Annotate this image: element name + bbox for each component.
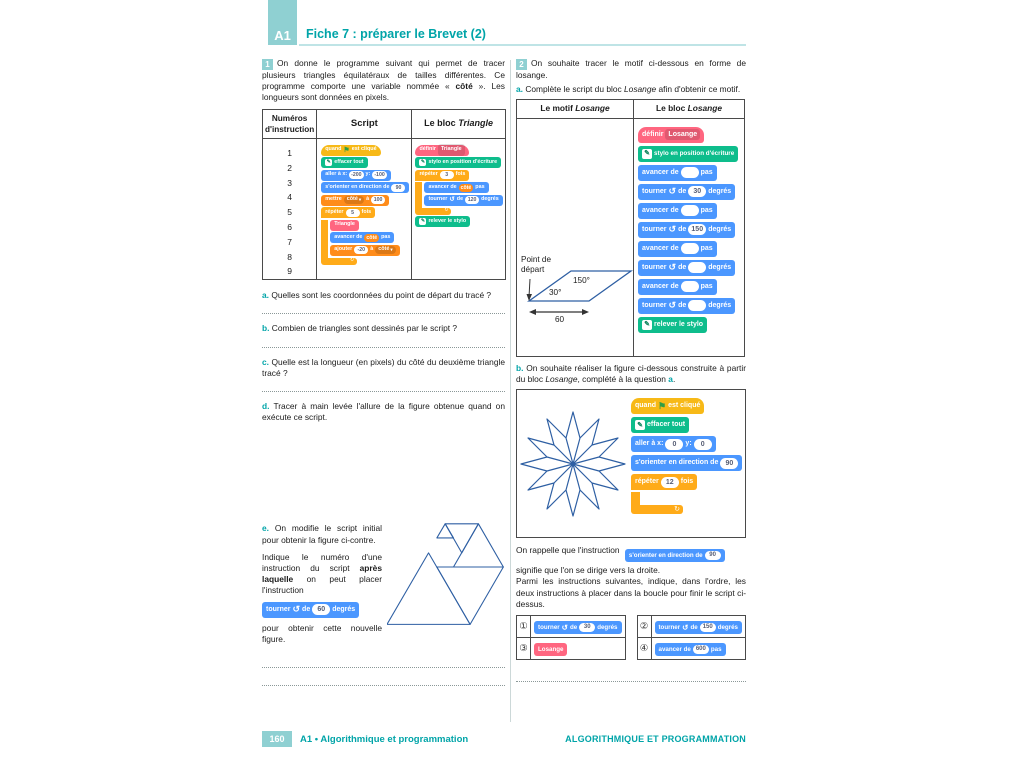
column-divider	[510, 60, 511, 722]
move-blank-block: avancer de pas	[638, 203, 717, 219]
ccw-arrow-icon: ↺	[682, 622, 689, 632]
ex1-intro: 1 On donne le programme suivant qui permet de tracer plusieurs triangles équilatéraux de tailles différentes. Ce programme comporte une variable nommée « côté ». Les longueurs sont données en pixels.	[262, 58, 505, 103]
drawing-space	[262, 423, 505, 515]
answer-line	[262, 305, 505, 314]
turn-150-block: tourner ↺ de 150 degrés	[638, 222, 735, 238]
set-variable-block: mettre côté ▾ à 100	[321, 195, 389, 206]
repeat-12-block: répéter 12 fois ↻	[631, 474, 697, 514]
col-header-numeros: Numéros d'instruction	[263, 109, 317, 138]
goto-xy-block: aller à x: 0 y: 0	[631, 436, 716, 452]
col-header-motif: Le motif Losange	[517, 100, 634, 118]
erase-all-block: ✎ effacer tout	[631, 417, 689, 433]
pen-up-block: ✎ relever le stylo	[415, 216, 470, 227]
question-b: b. Combien de triangles sont dessinés par le script ?	[262, 323, 458, 334]
angle-30-label: 30°	[549, 287, 562, 297]
repeat-5-block: répéter 5 fois Triangle avancer de côté pas ajouter -20 à côté ▾ ↻	[321, 207, 399, 265]
answer-line	[516, 673, 746, 682]
col-header-bloc-triangle: Le bloc Triangle	[412, 109, 505, 138]
empty-slot	[642, 492, 682, 502]
header-rule	[299, 44, 746, 46]
question-c: c. Quelle est la longueur (en pixels) du côté du deuxième triangle tracé ?	[262, 356, 506, 378]
option-1-number: ①	[517, 615, 531, 637]
pen-icon: ✎	[420, 218, 426, 225]
triangle-call-block: Triangle	[330, 220, 359, 231]
goto-xy-block: aller à x: -200 y: -100	[321, 170, 390, 181]
orient-block-inline: s'orienter en direction de 90	[625, 549, 725, 562]
losange-table	[516, 99, 745, 356]
losange-definition-cell	[634, 118, 745, 356]
pen-down-block: ✎ stylo en position d'écriture	[415, 157, 501, 168]
ccw-arrow-icon: ↺	[561, 622, 568, 632]
option-losange-block: Losange	[534, 643, 567, 656]
move-blank-block: avancer de pas	[638, 165, 717, 181]
orient-block: s'orienter en direction de 90	[631, 455, 742, 471]
footer-chapter-label: A1 • Algorithmique et programmation	[300, 734, 469, 745]
recall-text: On rappelle que l'instruction s'orienter en direction de 90	[516, 545, 746, 562]
loop-arrow-icon: ↻	[321, 258, 357, 265]
question-d: d. Tracer à main levée l'allure de la figure obtenue quand on exécute ce script.	[262, 401, 505, 423]
dropdown-arrow-icon: ▾	[358, 197, 362, 203]
footer-section-label: ALGORITHMIQUE ET PROGRAMMATION	[565, 734, 746, 744]
pen-down-block: ✎ stylo en position d'écriture	[638, 146, 738, 162]
question-2b: b. On souhaite réaliser la figure ci-dessous construite à partir du bloc Losange, complété à la question a.	[516, 362, 746, 384]
answer-line	[262, 677, 505, 686]
turn-120-block: tourner ↺ de 120 degrés	[424, 195, 502, 206]
start-point-label: Point de	[521, 254, 552, 264]
recall-text-3: Parmi les instructions suivantes, indique, dans l'ordre, les deux instructions à placer dans la boucle pour finir le script ci-dessus.	[516, 576, 746, 609]
angle-150-label: 150°	[573, 275, 590, 285]
loop-arrow-icon: ↻	[415, 208, 451, 215]
ccw-arrow-icon: ↺	[292, 604, 301, 615]
star-figure	[518, 396, 628, 532]
length-60-label: 60	[555, 314, 565, 324]
pen-icon: ✎	[420, 159, 426, 166]
option-3-number: ③	[517, 637, 531, 659]
ccw-arrow-icon: ↺	[449, 196, 455, 204]
option-turn-150-block: tourner ↺ de 150 degrés	[655, 621, 743, 634]
question-2a: a. Complète le script du bloc Losange afin d'obtenir ce motif.	[516, 84, 741, 95]
instruction-options	[516, 615, 746, 660]
ccw-arrow-icon: ↺	[668, 224, 677, 234]
turn-blank-block: tourner ↺ de degrés	[638, 298, 735, 314]
triangle-definition-cell	[412, 139, 505, 280]
star-script	[629, 390, 745, 537]
move-cote-block: avancer de côté pas	[424, 182, 488, 193]
dropdown-arrow-icon: ▾	[390, 247, 393, 253]
flag-icon: ⚑	[658, 400, 667, 411]
orient-block: s'orienter en direction de 90	[321, 182, 409, 193]
turn-60-block: tourner ↺ de 60 degrés	[262, 602, 359, 618]
move-blank-block: avancer de pas	[638, 241, 717, 257]
ccw-arrow-icon: ↺	[668, 262, 677, 272]
loop-arrow-icon: ↻	[631, 505, 683, 514]
page-title: Fiche 7 : préparer le Brevet (2)	[306, 27, 486, 41]
option-4-number: ④	[637, 637, 651, 659]
exercise-2-badge: 2	[516, 59, 527, 70]
question-e: e. On modifie le script initial pour obtenir la figure ci-contre. Indique le numéro d'une instruction du script après laquelle on peut placer l'instruction tourner ↺ de 60 degrés pour obtenir cette nouvelle figure.	[262, 523, 505, 645]
program-table	[262, 109, 506, 281]
answer-line	[262, 659, 505, 668]
move-cote-block: avancer de côté pas	[330, 232, 394, 243]
start-point-label: départ	[521, 264, 545, 274]
options-table-right	[637, 615, 747, 660]
question-a: a. Quelles sont les coordonnées du point de départ du tracé ?	[262, 290, 492, 301]
turn-30-block: tourner ↺ de 30 degrés	[638, 184, 735, 200]
right-column	[516, 58, 746, 691]
pen-up-block: ✎ relever le stylo	[638, 317, 707, 333]
define-losange-block: définir Losange	[638, 127, 704, 143]
recall-text-2: signifie que l'on se dirige vers la droite.	[516, 565, 661, 576]
col-header-script: Script	[317, 109, 412, 138]
answer-line	[262, 383, 505, 392]
motif-cell	[517, 118, 634, 356]
erase-all-block: ✎ effacer tout	[321, 157, 367, 168]
page-number: 160	[262, 731, 292, 747]
when-flag-clicked-block: quand ⚑ est cliqué	[321, 145, 380, 156]
ex2-intro: 2 On souhaite tracer le motif ci-dessous en forme de losange.	[516, 58, 746, 80]
change-variable-block: ajouter -20 à côté ▾	[330, 245, 399, 256]
pen-icon: ✎	[642, 149, 652, 159]
flag-icon: ⚑	[343, 146, 350, 154]
triangles-figure	[387, 523, 505, 626]
main-script-cell	[317, 139, 412, 280]
pen-icon: ✎	[642, 320, 652, 330]
define-triangle-block: définir Triangle	[415, 145, 468, 156]
move-blank-block: avancer de pas	[638, 279, 717, 295]
turn-blank-block: tourner ↺ de degrés	[638, 260, 735, 276]
option-turn-30-block: tourner ↺ de 30 degrés	[534, 621, 621, 634]
col-header-bloc-losange: Le bloc Losange	[634, 100, 745, 118]
options-table-left	[516, 615, 626, 660]
option-move-600-block: avancer de 600 pas	[655, 643, 726, 656]
left-column	[262, 58, 505, 695]
star-figure-box	[516, 389, 746, 538]
repeat-3-block: répéter 3 fois avancer de côté pas tourner ↺ de 120 degrés ↻	[415, 170, 502, 215]
ccw-arrow-icon: ↺	[668, 300, 677, 310]
when-flag-clicked-block: quand ⚑ est cliqué	[631, 398, 704, 414]
pen-icon: ✎	[635, 420, 645, 430]
option-2-number: ②	[637, 615, 651, 637]
instruction-numbers: 1 2 3 4 5 6 7 8 9	[263, 139, 317, 280]
exercise-1-badge: 1	[262, 59, 273, 70]
pen-icon: ✎	[326, 159, 331, 166]
page-tab-a1: A1	[268, 0, 297, 45]
answer-line	[262, 339, 505, 348]
ccw-arrow-icon: ↺	[668, 186, 677, 196]
